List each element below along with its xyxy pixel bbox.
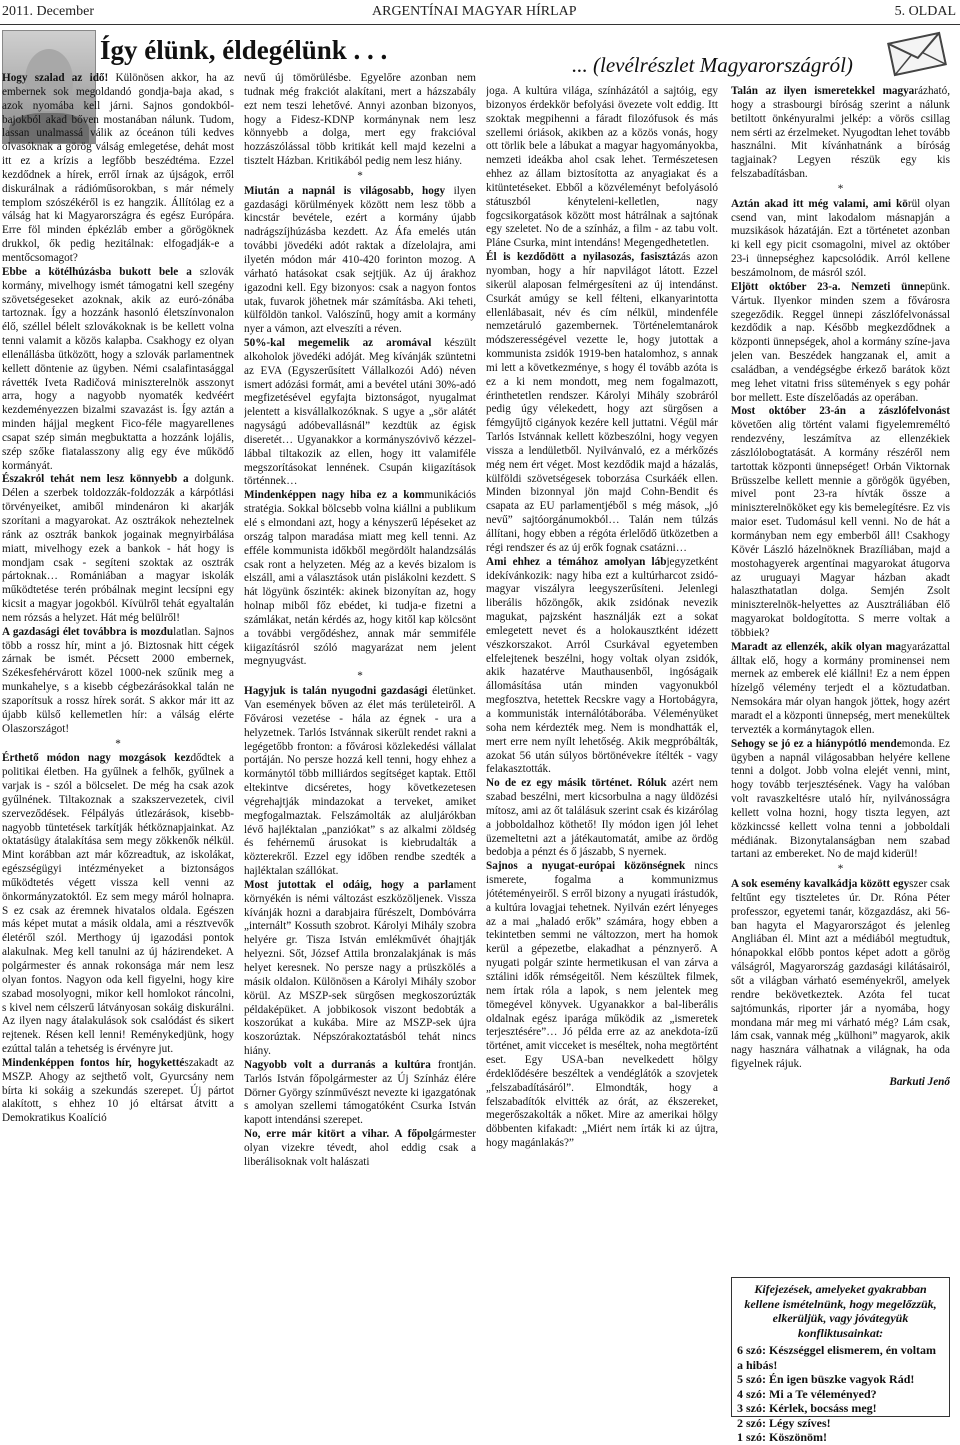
paragraph	[486, 860, 718, 1151]
paragraph-lead: Mindenképpen fontos hír, hogyketté	[2, 1056, 185, 1069]
box-rows	[737, 1343, 944, 1445]
paragraph	[244, 185, 476, 337]
expression-row: 3 szó: Kérlek, bocsáss meg!	[737, 1401, 877, 1415]
paragraph-text: munikációs stratégia. Sokkal bölcsebb volna kiállni a publikum elé s elmondani azt, hogy a kényszerű lépéseket az ország talpon maradása miatt meg kell tenni. Az efféle kommunista időkből megördölt halandzsálás csak ront a helyzeten. Még az a kevés bizalom is elszáll, ami a választások után pislákolni kezdett. S hát lögyünk őszinték: akinek bizonyítan az, hogy holnap miből főz ebédet, ki tudja-e fizetni a számlákat, netán kérdés az, hogy kitől kap kölcsönt a további vergődéshez, annak már semmiféle kiigazításról szóló magyarázat nem jelent megnyugvást.	[244, 489, 476, 668]
paragraph	[244, 72, 476, 169]
paragraph-text: frontján. Tarlós István főpolgármester az Új Színház élére Dörner György színművészt nevezte ki igazgatónak s amolyan szellemi támogatóként Csurka István kapott intendánsi szerepet.	[244, 1058, 476, 1127]
paragraph-lead: Most jutottak el odáig, hogy a parla	[244, 878, 454, 891]
paragraph-text: életünket. Van események bőven az élet más területeiről. A Fővárosi vezetése - hála az égnek - ura a helyzetnek. Tarlós Istvánnak sikerült rendet rakni a legégetőbb fronton: a fővárosi közlekedési vállalat portáján. No persze hozzá kell tenni, hogy ehhez a kormánytól több milliárdos segítséget kaptak. Ettől eltekintve dicséretes, hogy következetesen végrehajtják mindazokat a terveket, amiket megfogalmaztak. Felszámolták az aluljárókban lévő hajléktalan „panziókat” s az alkalmi zöldség és fehérnemű árusokat is kiebrudalták a közterekről. Ezzel egy időben rendbe szedték a hajléktalan szállókat.	[244, 685, 476, 878]
paragraph-text: szlovák kormány, mivelhogy ismét támogatni kell szegény szövetségeseket azoknak, akik az euró-zónába tartoznak. Így a hozzánk hasonló életszínvonalon élő, széllel bélelt szlovákoknak is be kellett volna tenni valamit a közös kalapba. Csakhogy ez olyan ellenállásba ütközött, hogy a szlovák parlamentnek kellett döntenie az ügyben. Némi csalafintasággal rávették Iveta Radičová miniszterelnök asszonyt arra, hogy a nagyobb nyomaték kedvéért kezdeményezzen bizalmi szavazást is. Így aztán a minden hájjal megkent Fico-féle magyarellenes csapat szép simán megbuktatta a hozzánk lojális, szép szőke fiatalasszony alig egy éve működő kormányát.	[2, 265, 234, 472]
paragraph-lead: 50%-kal megemelik az aromával	[244, 337, 432, 350]
paragraph-text: rázható, hogy a strasbourgi bíróság szerint a nálunk betiltott önkényuralmi jelkép: a vörös csillag nem sérti az érzelmeket. Nyugodtan lehet tovább használni. Mit kívánhatnánk a bíróság tagjainak? Legyen részük egy kis felszabadításban.	[731, 85, 950, 181]
expressions-box	[731, 1277, 950, 1444]
expression-row: 6 szó: Készséggel elismerem, én voltam a hibás!	[737, 1343, 937, 1372]
paragraph	[731, 281, 950, 406]
paragraph	[2, 72, 234, 266]
paragraph-text: zás azon nyomban, hogy a hír napvilágot látott. Ezzel sikerül alaposan felmérgesíteni az új intendánst. Csurkát amúgy se kell félteni, elkanyarintotta ellenlábasait, név és cím nélkül, mindenféle nemzetáruló gazembernek. Történelemtanárok módszerességével vezette le, hogy jutottak a kommunista zsidók 1919-ben hatalomhoz, s annak mi lett a következménye, s hogy él tovább azóta is ez a ki nem mondott, meg nem fogalmazott, érinthetetlen rendszer. Károlyi Mihály szobráról pedig úgy vélekedett, hogy azt sürgősen a fémgyűjtő cigányok kezére kell juttatni. Végül már Tarlós Istvánnak kellett közbeszólni, hogy vegyen vissza a lendületből. Nyilvánvaló, ez a mérkőzés még nem ért véget. Most kezdődik majd a házalás, külföldi szövetségesek toborzása Csurkáék ellen. Minden bizonnyal jön majd Cohn-Bendit és csapata az EU parlamentjéből s még mások, „jó nevű” sajtóorgánumokból… Talán nem túlzás állítani, hogy ebben a régóta érlelődő ütközetben a régi rendszer és az új erők fognak csatázni…	[486, 251, 718, 554]
paragraph-lead: Hogy szalad az idő!	[2, 72, 109, 84]
expression-row: 2 szó: Légy szíves!	[737, 1415, 831, 1430]
paragraph-text: ilyen gazdasági körülmények között nem lesz több a kincstár bevétele, ezért a kormány újabb nadrágszíjhúzásba kezdett. Az Áfa emelés után további jövedéki adót raktak a dízelolajra, ami ilyetén módon már 410-420 forinton mozog. A várható hatásokat csak sejtjük. Az új árakhoz igazodni kell. Egy bizonyos: csak a nagyon fontos utak, fuvarok jöhetnek már számításba. Aki teheti, külföldön tankol. Valószínű, hogy amit a kormány nyer a vámon, azt elveszíti a réven.	[244, 184, 476, 336]
article-title: Így élünk, éldegélünk . . .	[100, 35, 388, 65]
expression-row: 4 szó: Mi a Te véleményed?	[737, 1386, 877, 1401]
paragraph-text: gármester olyan vizekre tévedt, ahol eddig csak a liberálisoknak volt halászati	[244, 1128, 476, 1168]
paragraph-lead: No, erre már kitört a vihar. A főpol	[244, 1128, 432, 1141]
paragraph-lead: Érthető módon nagy mozgások kez	[2, 752, 191, 765]
paragraph	[244, 879, 476, 1059]
paragraph	[486, 85, 718, 251]
paragraph-text: monda. Ez ügyben a napnál világosabban helyére kellene tenni a dolgot. Jobb volna elejét venni, mint, hogy tovább terjesztésének. Vagy ha valóban volt ravaszkeltésre utaló hír, nyilvánosságra kellett volna hozni, hogy tiszta legyen, azt közkincssé kellett volna tenni a jobboldali médiának. Bizonytalanságban nem szabad tartani az embereket. No de majd kiderül!	[731, 737, 950, 861]
page-number: 5. OLDAL	[894, 4, 956, 19]
section-separator: *	[357, 670, 363, 683]
paragraph-lead: Aztán akad itt még valami, ami kö	[731, 197, 908, 210]
paragraph-lead: Északról tehát nem lesz könnyebb a	[2, 473, 189, 486]
paragraph	[2, 473, 234, 625]
paragraph-lead: Mindenképpen nagy hiba ez a kom	[244, 489, 425, 502]
paragraph-text: nincs ismerete, fogalma a kommunizmus jótéteményeiről. S erről bizony a nyugati írástudók, a kultúra lovagjai tehetnek. Nyilván ezért lényeges az a mai „haladó erők” számára, hogy ebben a tekintetben semmi ne változzon, mert ha homok kerül a gépezetbe, elakadhat a pénznyerő. A nyugati polgár szinte hermetikusan el van zárva a sztálini idők rémségeitől. Nem készültek filmek, nem írtak róla a lapok, s nem jelentek meg tömegével könyvek. Ugyanakkor a bal-liberális oldalnak egész iparága működik az „ismeretek terjesztésére”… Jó példa erre az az anekdota-ízű történet, amit vicceket is meséltek, noha megtörtént eset. Egy USA-ban nevelkedett hölgy érdeklődésére beszéltek a vendéglátók a szovjetek „felszabadításáról”. Elmondták, hogy a felszabadítók elvitték az órát, az ékszereket, megerőszakolták a nőket. Mire az amerikai hölgy döbbenten kifakadt: „Miért nem írták ki az újtra, hogy magánlakás?”	[486, 860, 718, 1150]
article-column-2	[244, 72, 476, 1420]
section-separator: *	[837, 863, 844, 876]
paragraph-text: szakadt az MSZP. Ahogy az sejthető volt, Gyurcsány nem bírta ki sokáig a szekundás szerepet. Új pártot alakított, s ehhez 10 jó eltársat átvitt a Demokratikus Koalíció	[2, 1056, 234, 1125]
section-separator: *	[115, 737, 121, 750]
paragraph	[244, 685, 476, 879]
section-separator: *	[357, 169, 363, 182]
paragraph-lead: Miután a napnál is világosabb, hogy	[244, 184, 446, 197]
paragraph	[731, 641, 950, 738]
expression-row: 5 szó: Én igen büszke vagyok Rád!	[737, 1372, 915, 1386]
newspaper-name: ARGENTÍNAI MAGYAR HÍRLAP	[372, 4, 577, 19]
paragraph-text: követően alig történt valami figyelemreméltó rendezvény, leszámítva az ellenzékiek zászlólobogtatását. A kormány részéről nem tartottak központi ünnepséget! Orbán Viktornak Brüsszelbe kellett mennie a görögök ügyében, mivel pont 23-ra hívták össze a miniszterelnököket egy kis bemelegítésre. Ez vis maior eset. Tudomásul kell venni. No de hát a kormányban nem egy emberből áll! Csakhogy Kövér László házelnöknek Brazíliában, majd a mostohagyerek argentínai magyarokat átugorva az uruguayi Magyar házban akadt halaszthatatlan dolga. Semjén Zsolt miniszterelnök-helyettes az Ausztráliában élő magyarokat boldogította. S merre voltak a többiek?	[731, 419, 950, 639]
paragraph	[731, 198, 950, 281]
paragraph-text: pünk. Vártuk. Ilyenkor minden szem a fővárosra szegeződik. Reggel ünnepi zászlófelvonással kezdődik a nap. Később megkezdődnek a központi ünnepségek, ahol a kormány színe-java jelen van. Beszédek hangzanak el, amit a családban, a vendégségbe érkező barátok közt meg lehet vitatni friss sütemények s egy pohár bor mellett. Este díszelőadás az operában.	[731, 280, 950, 404]
paragraph-lead: Talán az ilyen ismeretekkel magya	[731, 85, 915, 97]
paragraph-text: dődtek a politikai életben. Ha gyűlnek a felhők, gyűlnek a varjak is - szól a bölcselet. De még ha csak azok gyűlnének. Tiltakoznak a szakszervezetek, civil szerveződések. Félpályás útlezárások, kisebb-nagyobb tüntetések tarkítják hétköznapjainkat. Az oktatásügy átalakítása sem megy zökkenők nélkül. Mint korábban azt már kőzreadtuk, az iskolákat, egészségügyi intézményeket a biztonságos működtetés végett vissza kell venni az önkormányzatoktól. Ez sem megy máról holnapra. S ez csak az éremnek hivatalos oldala. Egészen más képet mutat a másik oldala, ami a résztvevők életéről szól. Merthogy új igazodási pontok alakulnak. Meg kell tanulni az új házirendeket. A polgármester és annak rokonsága már nem lesz olyan fontos. Nagyon oda kell figyelni, hogy kire szabad mosolyogni, mikor kell homlokot ráncolni, s kivel nem célszerű látványosan sokáig diskurálni. Az ilyen nagy átalakulások sok csalódást és sikert rejtenek. Résen kell lenni! Reménykedjünk, hogy ezúttal talán a tehetség is érvényre jut.	[2, 752, 234, 1056]
expression-row: 1 szó: Köszönöm!	[737, 1430, 827, 1444]
paragraph-text: Különösen akkor, ha az embernek sok megoldandó gondja-baja akad, s azok nyomába kell járni. Sajnos gondokból-bajokból akad bőven mostanában nálunk. Tudom, lassan unalmassá válik az óceánon túli kedves olvasóknak a görög válság emlegetése, dehát most itt ez a krízis a legfőbb beszédtéma. Ezzel kezdődnek a hírek, erről írnak az újságok, erről diskurálnak a rádióműsorokban, s már némely templom szószékéről is ez hangzik. Állítólag ez a válság hat ki Magyarországra és egész Európára. Erre föl minden épkézláb ember a görögöknek drukkol, ők pedig hezitálnak: elfogadják-e a mentőcsomagot?	[2, 72, 234, 264]
paragraph-lead: Eljött október 23-a. Nemzeti ünne	[731, 280, 925, 293]
paragraph	[486, 556, 718, 778]
paragraph-text: szer csak feltűnt egy tiszteletes úr. Dr. Róna Péter professzor, egyetemi tanár, közgazdász, aki 56-ban hagyta el Magyarországot és jelenleg Angliában él. Mint azt a médiából megtudtuk, hónapokkal előbb pontos képet adott a görög válságról, Magyarország gazdasági kilátásairól, sőt a világban várható eseményekről, amelyek rendre bekövetkeztek. Azóta fel tucat sajtómunkás, riporter jár a nyomába, hogy mondana már meg mi várható még? Lám csak, lám csak, vannak még „külhoni” magyarok, akik nagy hasznára válhatnak a világnak, ha oda figyelnek rájuk.	[731, 878, 950, 1071]
section-separator: *	[837, 182, 844, 195]
paragraph	[244, 337, 476, 489]
paragraph	[731, 405, 950, 640]
page-header	[0, 0, 960, 25]
paragraph-lead: Sehogy se jó ez a hiánypótló mende	[731, 737, 902, 750]
paragraph-text: készült alkoholok jövedéki adóját. Meg kívánják szüntetni az EVA (Egyszerűsített Vállalkozói Adó) néven ismert adózási formát, ami a bevétel utáni 30%-adó megfizetésével egyfajta biztonságot, nyugalmat jelentett a kisvállalkozóknak. S ugye a „sör alátét nagyságú adóbevallásnál” kezdtük az égisk diseretét… Ugyanakkor a kormányszóvivő kézzel-lábbal tiltakozik az ellen, hogy itt valamiféle megszorításokat lennének. Csupán kiigazítások történnek…	[244, 337, 476, 488]
paragraph-text: rül olyan csend van, mint lakodalom másnapján a muzsikások házatáján. Ezt a történetet azonban ki kell egy picit csomagolni, mivel az október 23-i ünnepséghez kapcsolódik. Arról kellene beszámolnom, de másról szól.	[731, 197, 950, 279]
paragraph	[731, 878, 950, 1072]
paragraph-lead: Ebbe a kötélhúzásba bukott bele a	[2, 265, 192, 278]
paragraph-text: dolgunk. Délen a szerbek toldozzák-foldozzák a kárpótlási törvényeiket, amiből mindenáron ki akarják szorítani a magyarokat. Az osztrákok neheztelnek ránk az osztrák bankok jogainak megnyirbálása miatt, mivelhogy ezek a bankok - hát hogy is mondjam csak - segíteni szoktak az osztrák pártoknak… Romániában a magyar iskolák működtetése terén próbálnak megint lecsípni egy kicsit a magyar jogokból. Kívülről tehát egyaltalán nem rózsás a helyzet. Hát még belülről!	[2, 473, 234, 624]
article-column-3	[486, 85, 718, 1420]
paragraph	[244, 489, 476, 669]
paragraph-text: ment környékén is némi változást eszközöljenek. Vissza kívánják hozni a darabjaira fűrészelt, Dombóvárra „internált” Kossuth szobrot. Károlyi Mihály szobra helyére gr. Tisza István emlékművét óhajtják helyezni. Sőt, József Attila bronzalakjának is más helyet keresnek. No persze nagy a prüszkölés a másik oldalon. Különösen a Károlyi Mihály szobor körül. Az MSZP-sek sürgősen megkoszorúzták példaképüket. A jobbikosok viszont bedobták a koszorúkat a kukába. Mire az MSZP-sek újra koszorúztak. Népszórakoztatásból tehát nincs hiány.	[244, 878, 476, 1058]
article-column-4	[731, 85, 950, 1273]
paragraph-lead: Most október 23-án a zászlófelvonást	[731, 405, 950, 418]
paragraph-lead: Él is kezdődött a nyilasozás, fasisztá	[486, 251, 677, 264]
author-signature: Barkuti Jenő	[889, 1075, 950, 1088]
issue-date: 2011. December	[2, 4, 94, 19]
paragraph-lead: No de ez egy másik történet. Róluk	[486, 777, 667, 790]
paragraph-lead: Maradt az ellenzék, akik olyan ma	[731, 640, 901, 653]
paragraph-text: nevű új tömörülésbe. Egyelőre azonban nem tudnak még frakciót alakítani, mert a házszabály ezt nem teszi lehetővé. Annyi azonban bizonyos, hogy a Fidesz-KDNP kormánynak nem lesz könnyebb a dolga, mert egy frakcióval hozzászólással több kritikát kell majd kezelni a tisztelt Házban. Kritikából pedig nem lesz hiány.	[244, 72, 476, 168]
envelope-icon	[885, 30, 949, 78]
paragraph-text: gyarázattal álltak elő, hogy a kormány prominensei nem mernek az emberek elé kiállni! Ez a nem éppen hízelgő vélemény terjedt el a köztudatban. Nemsokára már olyan hangok jöttek, hogy azért maradt el a központi ünnepség, mert menekültek tervezték a kormánytagok ellen.	[731, 640, 950, 736]
box-heading: Kifejezések, amelyeket gyakrabban kellene ismételnünk, hogy megelőzzük, elkerüljük, vagy jóvátegyük konfliktusainkat:	[744, 1282, 937, 1340]
paragraph-text: azért nem szabad beszélni, mert kicsorbulna a nagy üldözési mítosz, ami az őt találásuk szerint csak és kizárólag a jobboldalhoz köthető! Ily módon igen jól lehet üzemeltetni azt a játékautomatát, amibe az ördög bedobja a pénzt és ő jászabb, S nyernek.	[486, 777, 718, 859]
paragraph	[731, 85, 950, 182]
paragraph-text: jegyzetként idekívánkozik: nagy hiba ezt a kultúrharcot zsidó-magyar viszályra leegyszerűsíteni. Jelenlegi liberális hőzöngők, akik zsidónak nevezik magukat, pajzsként használják ezt a sokat emlegetett nevet és a holokausztként idézett vészkorszakot. Arról Csurkával egyetemben elfelejtenek beszélni, hogy voltak olyan zsidók, akik hazatérve Mauthausenből, ingóságaik állomásítása után minden vagyonukból megfosztva, hetettek Recskre vagy a Hortobágyra, a kommunisták internálótáborába. Véleményüket soha nem kérdezték meg. Nem is mondhatták el, mert erre nem nyílt lehetőség. Akik megpróbálták, azokat 56 után súlyos börtönévekre ítélték - vagy felakasztották.	[486, 555, 718, 776]
paragraph	[2, 626, 234, 737]
paragraph-lead: Sajnos a nyugat-európai közönségnek	[486, 860, 686, 873]
paragraph-lead: A gazdasági élet továbbra is mozdu	[2, 625, 174, 638]
paragraph	[486, 777, 718, 860]
article-subtitle: ... (levélrészlet Magyarországról)	[572, 53, 853, 77]
paragraph	[2, 266, 234, 474]
paragraph-lead: Hagyjuk is talán nyugodni gazdasági	[244, 685, 428, 698]
paragraph-lead: Ami ehhez a témához amolyan láb	[486, 555, 667, 568]
article-column-1	[2, 72, 234, 1420]
paragraph-lead: A sok esemény kavalkádja között egy	[731, 878, 910, 891]
paragraph	[2, 752, 234, 1057]
paragraph	[244, 1128, 476, 1170]
paragraph	[731, 738, 950, 863]
paragraph-text: joga. A kultúra világa, színházától a sajtóig, egy bizonyos érdekkör befolyási övezete volt eddig. Itt szoktak megpihenni a fáradt filozófusok és más szellemi óriások, akikben az a közös vonás, hogy ott törlik bele a lábukat a magyar hagyományokba, nemzeti ideákba ahol csak lehet. Természetesen ehhez az állam biztosította az anyagiakat és a kitüntetéseket. Ebből a közvéleményt befolyásoló státuszból kényteleni-kelletlen, nagy fogcsikorgatások között most hátrálnak a sajtónak egy szeletet. No de a színház, a film - az tabu volt. Pláne Csurka, mint intendáns! Megengedhetetlen.	[486, 85, 718, 250]
paragraph-lead: Nagyobb volt a durranás a kultúra	[244, 1058, 431, 1071]
paragraph	[486, 251, 718, 556]
paragraph-text: latlan. Sajnos több a rossz hír, mint a jó. Biztosnak hitt cégek zárnak be ismét. Pécsett 2000 embernek, Székesfehérvárott közel 1000-nek szűnik meg a munkahelye, s a kisebb cégbezárásokkal talán ne szaporítsuk a rossz hírek sorát. S akkor már itt az újabb külső kellemetlen hír: a válság elérte Olaszországot!	[2, 625, 234, 735]
paragraph	[244, 1059, 476, 1128]
paragraph	[2, 1057, 234, 1126]
